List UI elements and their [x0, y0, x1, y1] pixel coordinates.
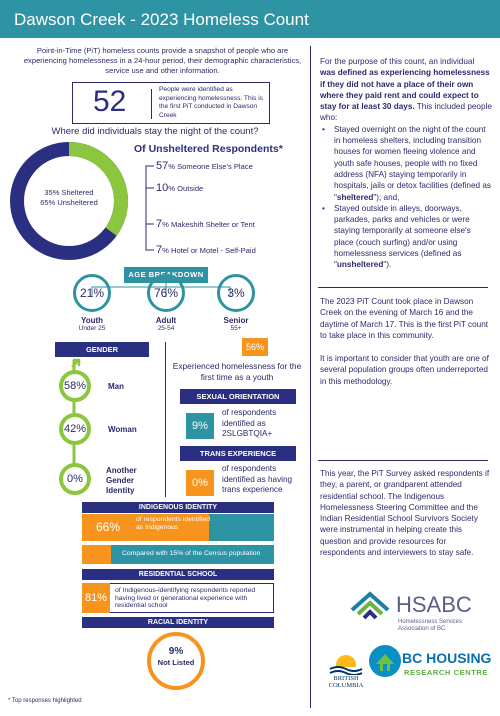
bullet-text: "); and,	[373, 192, 400, 202]
right-divider	[318, 460, 488, 461]
unsheltered-item-label: % Makeshift Shelter or Tent	[162, 220, 255, 229]
unsheltered-item	[156, 244, 256, 256]
age-adult-label: Adult	[155, 316, 177, 325]
unsheltered-item-label: % Outside	[168, 184, 204, 193]
bc-logo-line: BRITISH	[333, 675, 359, 682]
unsheltered-title: Of Unsheltered Respondents*	[134, 143, 283, 155]
definition-part: This included people who:	[320, 102, 492, 123]
unsheltered-item-label: % Hotel or Motel - Self-Paid	[162, 246, 256, 255]
unsheltered-bracket	[140, 158, 164, 258]
gender-man-label: Man	[108, 382, 124, 391]
unsheltered-item	[156, 218, 255, 230]
age-senior-circle: 3%	[217, 274, 255, 312]
indigenous-pct: 66%	[96, 520, 121, 534]
residential-label: of Indigenous-identifying respondents reported having lived or generational experience with residential school	[115, 587, 256, 610]
footnote: * Top responses highlighted	[8, 698, 82, 704]
indigenous-banner: INDIGENOUS IDENTITY	[82, 502, 274, 513]
trans-label: of respondents identified as having trans experience	[222, 464, 293, 494]
bc-logo-line: COLUMBIA	[328, 682, 364, 689]
page-title: Dawson Creek - 2023 Homeless Count	[14, 10, 309, 29]
gender-man-circle: 58%	[59, 370, 91, 402]
unsheltered-item-pct: 7	[156, 218, 163, 230]
gender-woman-circle: 42%	[59, 413, 91, 445]
right-divider	[318, 287, 488, 288]
indigenous-label: of respondents identified as Indigenous	[136, 516, 211, 531]
residential-pct: 81%	[82, 583, 110, 613]
donut-unsheltered-label: 65% Unsheltered	[40, 198, 98, 207]
residential-box	[82, 583, 274, 613]
census-bar-track	[82, 545, 274, 564]
unsheltered-item-label: % Someone Else's Place	[168, 162, 253, 171]
page-title-bar	[0, 0, 500, 38]
residential-school-text: This year, the PiT Survey asked respondents if they, a parent, or grandparent attended residential school. The Indigenous Homelessness Steering Committee and the Indian Residential School Survivors Society were instrumental in helping create this question and provide resources for respondents and interviewers to stay safe.	[320, 469, 490, 558]
bullet-text: ").	[383, 260, 392, 270]
sexual-orientation-label: of respondents identified as 2SLGBTQIA+	[222, 408, 277, 438]
donut-sheltered-label: 35% Sheltered	[44, 188, 94, 197]
youth-note-text: It is important to consider that youth are one of several population groups often underreported in this methodology.	[320, 354, 489, 386]
definition-text	[320, 56, 492, 271]
column-divider	[310, 46, 311, 708]
age-senior-range: 55+	[230, 325, 242, 332]
census-label: Compared with 15% of the Census population	[122, 550, 261, 557]
definition-bullet-unsheltered	[320, 203, 492, 271]
hsabc-logo-sub: Homelessness Services	[398, 619, 463, 625]
youth-first-label: Experienced homelessness for the first time as a youth	[172, 361, 302, 382]
gender-another-circle: 0%	[59, 463, 91, 495]
trans-pct: 0%	[186, 470, 214, 496]
bc-housing-logo-sub: RESEARCH CENTRE	[404, 668, 489, 677]
age-senior-label: Senior	[223, 316, 249, 325]
racial-banner: RACIAL IDENTITY	[82, 617, 274, 628]
youth-first-pct: 56%	[242, 338, 268, 356]
gender-another-label: Another Gender Identity	[106, 466, 137, 495]
sexual-orientation-banner: SEXUAL ORIENTATION	[180, 389, 296, 404]
unsheltered-item-pct: 10	[156, 182, 169, 194]
definition-bullet-sheltered	[320, 124, 492, 203]
unsheltered-item	[156, 182, 203, 194]
gender-banner: GENDER	[55, 342, 149, 357]
stay-question: Where did individuals stay the night of the count?	[51, 126, 259, 137]
residential-banner: RESIDENTIAL SCHOOL	[82, 569, 274, 580]
age-youth-circle: 21%	[73, 274, 111, 312]
count-number: 52	[93, 85, 127, 118]
indigenous-bar-track	[82, 514, 274, 541]
racial-pct: 9%	[168, 646, 184, 657]
count-timing-text: The 2023 PiT Count took place in Dawson Creek on the evening of March 16 and the daytime of March 17. This is the first PiT count to take place in this community.	[320, 297, 489, 340]
trans-banner: TRANS EXPERIENCE	[180, 446, 296, 461]
bc-housing-logo-text: BC HOUSING	[402, 650, 492, 666]
definition-part: For the purpose of this count, an individual	[320, 57, 475, 66]
count-box	[72, 82, 270, 124]
bc-housing-logo-icon	[368, 644, 402, 678]
bullet-emphasis: sheltered	[336, 192, 374, 202]
definition-emphasis: was defined as experiencing homelessness if they did not have a place of their own where they paid rent and could expect to stay for at least 30 days.	[320, 68, 490, 112]
gender-divider	[165, 342, 166, 497]
bc-government-logo-icon	[326, 645, 366, 675]
unsheltered-item-pct: 7	[156, 244, 163, 256]
unsheltered-item-pct: 57	[156, 160, 169, 172]
hsabc-logo-icon	[348, 590, 394, 630]
bullet-text: Stayed overnight on the night of the count in homeless shelters, including transition houses for women fleeing violence and youth safe houses, people with no fixed address (NFA) staying temporarily in hospitals, jails or detox facilities (defined as "	[334, 124, 492, 202]
count-description: People were identified as experiencing homelessness. This is the first PiT conducted in Dawson Creek	[159, 86, 263, 119]
age-adult-circle: 76%	[147, 274, 185, 312]
racial-circle	[147, 632, 205, 690]
age-breakdown-banner: AGE BREAKDOWN	[124, 267, 208, 283]
intro-text: Point-in-Time (PiT) homeless counts provide a snapshot of people who are experiencing homelessness in a 24-hour period, their demographic characteristics, service use and other information.	[23, 46, 302, 75]
count-divider	[151, 89, 152, 119]
age-youth-range: Under 25	[78, 325, 106, 332]
racial-label: Not Listed	[157, 658, 195, 667]
bullet-text: Stayed outside in alleys, doorways, parkades, parks and vehicles or were staying temporarily at someone else's place (couch surfing) and/or using homelessness services (defined as "	[334, 203, 471, 270]
sexual-orientation-pct: 9%	[186, 413, 214, 439]
gender-woman-label: Woman	[108, 425, 137, 434]
age-adult-range: 25-54	[157, 325, 175, 332]
unsheltered-item	[156, 160, 253, 172]
age-youth-label: Youth	[80, 316, 104, 325]
hsabc-logo-sub: Association of BC	[398, 626, 446, 632]
hsabc-logo-text: HSABC	[396, 592, 472, 617]
bullet-emphasis: unsheltered	[336, 260, 384, 270]
census-bar-fill	[82, 545, 111, 564]
